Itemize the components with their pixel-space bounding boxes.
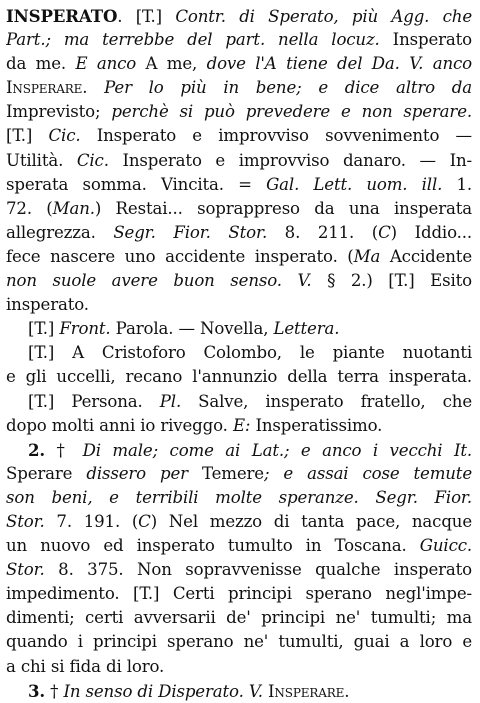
- text-segment: impedimento. [T.] Certi principi sperano negl'impe-: [6, 584, 472, 604]
- text-line: [6, 245, 472, 269]
- text-line: [6, 76, 472, 100]
- text-segment: dimenti; certi avversarii de' principi ne' tumulti; ma: [6, 608, 472, 628]
- text-line: [6, 390, 472, 414]
- text-line: [6, 582, 472, 606]
- text-line: [6, 28, 472, 52]
- text-segment: C: [138, 511, 151, 531]
- text-line: [6, 679, 472, 703]
- text-segment: ) Iddio...: [390, 222, 472, 242]
- text-segment: § 2.) [T.] Esito: [311, 271, 472, 291]
- text-segment: Salve, insperato fratello, che: [181, 391, 472, 411]
- text-segment: Di male; come ai Lat.; e anco i vecchi It.: [82, 440, 472, 460]
- text-segment: allegrezza.: [6, 222, 114, 242]
- text-segment: Insperato e improvviso danaro. — In-: [108, 150, 472, 170]
- text-segment: Parola. — Novella,: [110, 319, 274, 339]
- text-line: [6, 173, 472, 197]
- text-line: [6, 414, 472, 438]
- text-line: [6, 510, 472, 534]
- text-segment: . [T.]: [117, 7, 176, 26]
- text-segment: Part.; ma terrebbe del part. nella locuz.: [6, 30, 380, 50]
- text-segment: †: [45, 681, 64, 701]
- text-line: [6, 341, 472, 365]
- text-segment: [T.] Persona.: [28, 391, 160, 411]
- text-line: [6, 365, 472, 389]
- text-segment: Segr. Fior. Stor.: [113, 222, 268, 242]
- text-segment: Insperatissimo.: [250, 415, 383, 435]
- text-segment: A me,: [136, 54, 207, 74]
- text-segment: .: [344, 681, 350, 701]
- text-segment: un nuovo ed insperato tumulto in Toscana.: [6, 536, 420, 556]
- text-line: [6, 124, 472, 148]
- text-segment: fece nascere uno accidente insperato. (: [6, 246, 354, 266]
- text-line: [6, 486, 472, 510]
- text-segment: Temere: [187, 463, 264, 483]
- text-segment: Pl.: [159, 391, 182, 411]
- text-segment: ) Nel mezzo di tanta pace, nacque: [150, 511, 472, 531]
- text-segment: Front.: [59, 319, 111, 339]
- text-segment: non suole avere buon senso. V.: [6, 271, 312, 291]
- text-segment: E:: [232, 415, 251, 435]
- text-segment: ) Restai... soprappreso da una insperata: [94, 198, 472, 218]
- text-segment: Contr. di Sperato, più Agg. che: [175, 7, 472, 26]
- text-line: [6, 606, 472, 630]
- text-line: [6, 269, 472, 293]
- text-segment: quando i principi sperano ne' tumulti, guai a loro e: [6, 632, 472, 652]
- text-line: [6, 317, 472, 341]
- text-segment: Stor.: [6, 560, 45, 580]
- text-segment: 8. 375. Non sopravvenisse qualche insperato: [44, 560, 472, 580]
- text-segment: a chi si fida di loro.: [6, 656, 165, 676]
- text-segment: 3.: [28, 680, 46, 701]
- text-line: [6, 197, 472, 221]
- text-segment: dopo molti anni io riveggo.: [6, 415, 233, 435]
- text-segment: Utilità.: [6, 150, 77, 170]
- text-line: [6, 438, 472, 462]
- dictionary-entry-insperato: [6, 4, 472, 703]
- text-segment: †: [45, 440, 83, 460]
- text-segment: E anco: [75, 54, 137, 74]
- text-segment: [T.]: [28, 319, 60, 339]
- text-segment: Lettera.: [273, 319, 340, 339]
- text-segment: Insperare: [6, 78, 83, 98]
- text-segment: Insperato: [379, 30, 472, 50]
- text-segment: dove l'A tiene del Da. V. anco: [206, 54, 472, 74]
- text-segment: In senso di Disperato. V.: [63, 681, 263, 701]
- text-segment: [T.] A Cristoforo Colombo, le piante nuotanti: [28, 343, 472, 363]
- text-segment: perchè si può prevedere e non sperare.: [111, 102, 472, 122]
- text-segment: Man.: [52, 198, 95, 218]
- text-line: [6, 558, 472, 582]
- text-segment: Sperare: [6, 463, 87, 483]
- text-segment: Cic.: [76, 150, 109, 170]
- text-line: [6, 4, 472, 28]
- text-segment: Stor.: [6, 511, 45, 531]
- text-segment: dissero per: [86, 463, 188, 483]
- text-segment: C: [378, 222, 391, 242]
- text-segment: Insperato e improvviso sovvenimento —: [80, 126, 472, 146]
- text-segment: e gli uccelli, recano l'annunzio della terra insperata.: [6, 367, 472, 387]
- text-segment: .: [82, 78, 105, 98]
- text-line: [6, 293, 472, 317]
- text-segment: Ma: [353, 246, 381, 266]
- text-line: [6, 655, 472, 679]
- text-line: [6, 630, 472, 654]
- text-segment: sperata somma. Vincita. =: [6, 174, 267, 194]
- text-segment: 8. 211. (: [267, 222, 379, 242]
- text-segment: Accidente: [380, 246, 472, 266]
- text-segment: 72. (: [6, 198, 53, 218]
- text-segment: insperato.: [6, 295, 89, 315]
- text-segment: INSPERATO: [6, 6, 118, 26]
- text-segment: Insperare: [268, 681, 345, 701]
- text-line: [6, 462, 472, 486]
- text-segment: da me.: [6, 54, 76, 74]
- text-segment: 7. 191. (: [44, 511, 139, 531]
- text-segment: Per lo più in bene; e dice altro da: [104, 78, 472, 98]
- text-line: [6, 221, 472, 245]
- text-segment: Gal. Lett. uom. ill.: [266, 174, 443, 194]
- text-line: [6, 100, 472, 124]
- text-line: [6, 534, 472, 558]
- text-line: [6, 149, 472, 173]
- text-segment: Imprevisto;: [6, 102, 112, 122]
- text-segment: Cic.: [48, 126, 81, 146]
- text-segment: [T.]: [6, 126, 49, 146]
- text-segment: ; e assai cose temute: [263, 463, 472, 483]
- text-segment: son beni, e terribili molte speranze. Segr. Fior.: [6, 487, 472, 507]
- text-segment: Guicc.: [419, 536, 472, 556]
- text-line: [6, 52, 472, 76]
- text-segment: 1.: [442, 174, 472, 194]
- text-segment: 2.: [28, 439, 46, 460]
